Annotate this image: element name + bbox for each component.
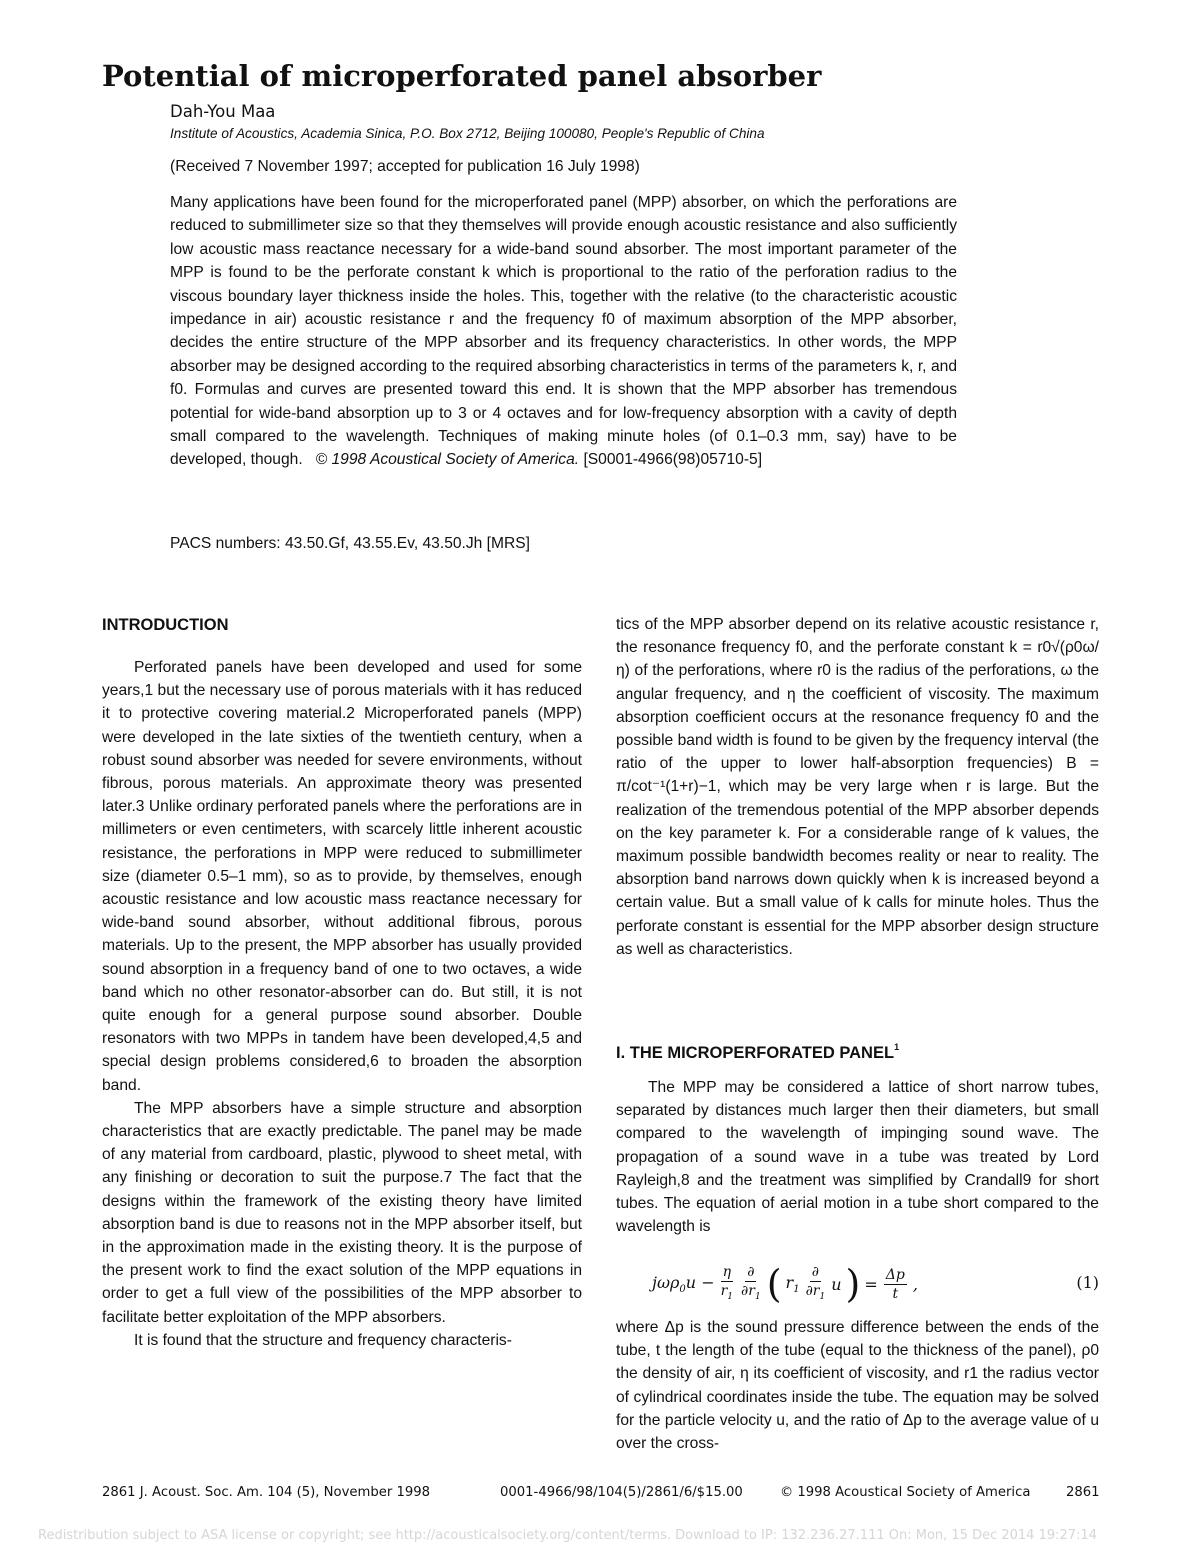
intro-paragraph-2: The MPP absorbers have a simple structure and absorption characteristics that are exactly predictable. The panel may be made of any material from cardboard, plastic, plywood to sheet metal, with any finishing or decoration to suit the purpose.7 The fact that the designs within the framework of the existing theory have limited absorption band is due to reasons not in the MPP absorber itself, but in the approximation made in the existing theory. It is the purpose of the present work to find the exact solution of the MPP equations in order to get a full view of the possibilities of the MPP absorber to facilitate better exploitation of the MPP absorbers.	[102, 1099, 582, 1326]
equation-1-number: (1)	[1076, 1273, 1099, 1292]
abstract	[170, 191, 957, 472]
section-1-paragraph-2-block	[616, 1316, 1099, 1455]
intro-paragraph-3: It is found that the structure and frequency characteris-	[134, 1331, 512, 1349]
abstract-code: [S0001-4966(98)05710-5]	[583, 451, 763, 469]
footer-journal: 2861 J. Acoust. Soc. Am. 104 (5), November 1998	[102, 1485, 431, 1500]
abstract-text: Many applications have been found for the microperforated panel (MPP) absorber, on which the perforations are reduced to submillimeter size so that they themselves will provide enough acoustic resistance and also sufficiently low acoustic mass reactance necessary for a wide-band sound absorber. The most important parameter of the MPP is found to be the perforate constant k which is proportional to the ratio of the perforation radius to the viscous boundary layer thickness inside the holes. This, together with the relative (to the characteristic acoustic impedance in air) acoustic resistance r and the frequency f0 of maximum absorption of the MPP absorber, decides the entire structure of the MPP absorber and its frequency characteristics. In other words, the MPP absorber may be designed according to the required absorbing characteristics in terms of the parameters k, r, and f0. Formulas and curves are presented toward this end. It is shown that the MPP absorber has tremendous potential for wide-band absorption up to 3 or 4 octaves and for low-frequency absorption with a cavity of depth small compared to the wavelength. Techniques of making minute holes (of 0.1–0.3 mm, say) have to be developed, though.	[170, 194, 957, 469]
right-column-top	[616, 613, 1099, 961]
equation-1	[616, 1255, 1099, 1313]
redistribution-watermark: Redistribution subject to ASA license or copyright; see http://acousticalsociety.org/content/terms. Download to IP: 132.236.27.111 On: Mon, 15 Dec 2014 19:27:14	[38, 1528, 1097, 1543]
abstract-copyright: © 1998 Acoustical Society of America.	[315, 451, 580, 469]
paper-title: Potential of microperforated panel absorber	[102, 59, 822, 93]
footer-page-number: 2861	[1066, 1485, 1100, 1500]
left-column	[102, 656, 582, 1352]
section-1-heading-ref: 1	[894, 1042, 900, 1052]
section-1-heading-text: I. THE MICROPERFORATED PANEL	[616, 1044, 895, 1062]
section-1-paragraph-1-block	[616, 1076, 1099, 1238]
pacs-numbers: PACS numbers: 43.50.Gf, 43.55.Ev, 43.50.Jh [MRS]	[170, 535, 530, 552]
intro-heading: INTRODUCTION	[102, 616, 229, 634]
footer-issn: 0001-4966/98/104(5)/2861/6/$15.00	[500, 1485, 743, 1500]
section-1-paragraph-2: where Δp is the sound pressure difference between the ends of the tube, t the length of the tube (equal to the thickness of the panel), ρ0 the density of air, η its coefficient of viscosity, and r1 the radius vector of cylindrical coordinates inside the tube. The equation may be solved for the particle velocity u, and the ratio of Δp to the average value of u over the cross-	[616, 1319, 1099, 1453]
footer-copyright: © 1998 Acoustical Society of America	[780, 1485, 1031, 1500]
author-affiliation: Institute of Acoustics, Academia Sinica, P.O. Box 2712, Beijing 100080, People's Republic of China	[170, 126, 765, 141]
intro-paragraph-1: Perforated panels have been developed and used for some years,1 but the necessary use of porous materials with it has reduced it to protective covering material.2 Microperforated panels (MPP) were developed in the late sixties of the twentieth century, when a robust sound absorber was needed for severe environments, without fibrous, porous materials. An approximate theory was presented later.3 Unlike ordinary perforated panels where the perforations are in millimeters or even centimeters, with scarcely little inherent acoustic resistance, the perforations in MPP were reduced to submillimeter size (diameter 0.5–1 mm), so as to provide, by themselves, enough acoustic resistance and low acoustic mass reactance necessary for wide-band sound absorber, without additional fibrous, porous materials. Up to the present, the MPP absorber has usually provided sound absorption in a frequency band of one to two octaves, a wide band which no other resonator-absorber can do. But still, it is not quite enough for a general purpose sound absorber. Double resonators with two MPPs in tandem have been developed,4,5 and special design problems considered,6 to broaden the absorption band.	[102, 659, 582, 1094]
intro-paragraph-3-continued: tics of the MPP absorber depend on its relative acoustic resistance r, the resonance frequency f0, and the perforate constant k = r0√(ρ0ω/η) of the perforations, where r0 is the radius of the perforations, ω the angular frequency, and η the coefficient of viscosity. The maximum absorption coefficient occurs at the resonance frequency f0 and the possible band width is found to be given by the frequency interval (the ratio of the upper to lower half-absorption frequencies) B = π/cot⁻¹(1+r)−1, which may be very large when r is large. But the realization of the tremendous potential of the MPP absorber depends on the key parameter k. For a considerable range of k values, the maximum possible bandwidth becomes reality or near to reality. The absorption band narrows down quickly when k is increased beyond a certain value. But a small value of k calls for minute holes. Thus the perforate constant is essential for the MPP absorber design structure as well as characteristics.	[616, 616, 1099, 958]
equation-1-body: jωρ$_0$u − $\frac{\eta}{r_1}$ $\frac{\partial}{\partial r_1}$ ( $r_1$ $\frac{\partial}{\partial r_1}$ u ) = $\frac{\Delta p}{t}$ ,	[652, 1262, 918, 1306]
section-1-heading	[616, 1042, 899, 1064]
section-1-paragraph-1: The MPP may be considered a lattice of short narrow tubes, separated by distances much larger then their diameters, but small compared to the wavelength of impinging sound wave. The propagation of a sound wave in a tube was treated by Lord Rayleigh,8 and the treatment was simplified by Crandall9 for short tubes. The equation of aerial motion in a tube short compared to the wavelength is	[616, 1079, 1099, 1236]
author-name: Dah-You Maa	[170, 102, 276, 121]
received-dates: (Received 7 November 1997; accepted for publication 16 July 1998)	[170, 158, 640, 175]
